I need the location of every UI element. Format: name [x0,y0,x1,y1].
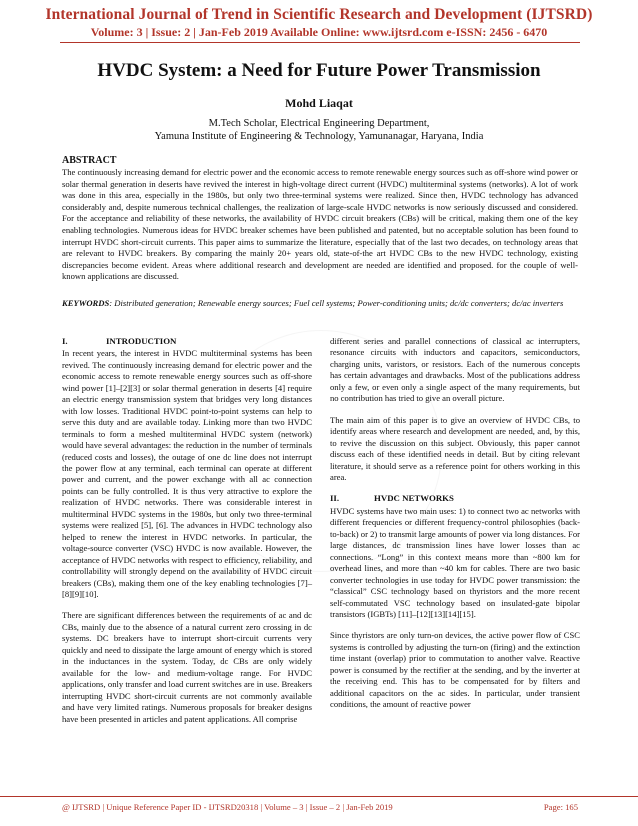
section-number: I. [62,336,68,346]
section-number: II. [330,493,340,504]
abstract-text: The continuously increasing demand for electric power and the economic access to remote renewable energy sources such as off-shore wind power or solar thermal generation in deserts have revived the interest in high-voltage direct current (HVDC) multiterminal systems (networks). A lot of work was done in this area, especially in the 1980s, but only two three-terminal systems were realized. Since then, HVDC technology has advanced considerably and, despite numerous technical challenges, the realization of large-scale HVDC networks is now seriously discussed and considered. For the acceptance and reliability of these networks, the availability of HVDC circuit breakers (CBs) will be critical, making them one of the key enabling technologies. Numerous ideas for HVDC breaker schemes have been published and patented, but no acceptable solution has been found to interrupt HVDC short-circuit currents. This paper aims to summarize the literature, especially that of the last two decades, on technology areas that are relevant to HVDC breakers. By comparing the mainly 20+ years old, state-of-the art HVDC CBs to the new HVDC technology, existing discrepancies become evident. Areas where additional research and development are needed are identified and proposed. for the couple of well-known applications are discussed. [62,167,578,282]
section-heading-introduction [62,336,312,347]
left-column [62,336,312,735]
paragraph: HVDC systems have two main uses: 1) to connect two ac networks with different frequencies or different frequency-control philosophies (back-to-back) or 2) to transmit large amounts of power via long distances. For large distances, dc transmission lines have lower losses than ac connections. “Long” in this context means more than ~800 km for overhead lines, and more than ~40 km for cables. There are two basic converter technologies in use today for HVDC power transmission: the “classical” CSC technology based on thyristors and the more recent self-commutated VSC technology based on insulated-gate bipolar transistors (IGBTs) [11]–[12][13][14][15]. [330,505,580,619]
keywords-text: : Distributed generation; Renewable energy sources; Fuel cell systems; Power-conditioning units; dc/dc converters; dc/ac inverters [109,298,564,308]
section-title: HVDC NETWORKS [374,493,454,504]
right-column [330,336,580,721]
affiliation-line-1: M.Tech Scholar, Electrical Engineering Department, [208,118,430,129]
paper-title: HVDC System: a Need for Future Power Transmission [97,60,541,81]
paragraph: The main aim of this paper is to give an overview of HVDC CBs, to identify areas where research and development are needed, and, by this, to revive the discussion on this subject. Obviously, this paper cannot discuss each of these identified needs in detail. But by citing relevant literature, it should serve as a reference point for others working in this area. [330,414,580,482]
journal-title: International Journal of Trend in Scientific Research and Development (IJTSRD) [45,6,593,23]
page-footer [62,802,578,813]
affiliation [0,117,638,143]
section-heading-hvdc-networks [330,493,580,504]
keywords [62,298,578,310]
footer-rule [0,796,638,797]
footer-text: @ IJTSRD | Unique Reference Paper ID - IJTSRD20318 | Volume – 3 | Issue – 2 | Jan-Feb 2019 [62,802,393,812]
header-rule [60,42,580,43]
paragraph: There are significant differences between the requirements of ac and dc CBs, mainly due to the absence of a natural current zero crossing in dc systems. DC breakers have to interrupt short-circuit currents very quickly and need to dissipate the large amount of energy which is stored in the inductances in the system. Today, dc CBs are only widely available for the low- and medium-voltage range. For HVDC applications, only transfer and load current switches are in use. Breakers interrupting HVDC short-circuit currents are not commonly available and have very limited ratings. Numerous proposals for breaker designs have been presented in articles and patent applications. All comprise [62,610,312,724]
paragraph: Since thyristors are only turn-on devices, the active power flow of CSC systems is controlled by adjusting the turn-on (firing) and the extinction time instant (overlap) prior to commutation to another valve. Reactive power is consumed by the rectifier at the sending, and by the inverter at the receiving end. This has to be compensated for by filters and additional capacitors on the ac sides. In particular, under transient conditions, the amount of reactive power [330,630,580,710]
paragraph: different series and parallel connections of classical ac interrupters, resonance circuits with inductors and capacitors, semiconductors, charging units, varistors, or resistors. Each of the numerous concepts has certain advantages and drawbacks. Most of the publications address only a few, or even only a single aspect of the many requirements, but no contribution has tried to give an overall picture. [330,336,580,404]
page-number: Page: 165 [543,802,578,812]
paragraph: In recent years, the interest in HVDC multiterminal systems has been revived. The continuously increasing demand for electric power and the economic access to remote renewable energy sources such as off-shore wind power [1]–[2][3] or solar thermal generation in deserts [4] require an electric energy transmission system that bridges very long distances with low losses. Traditional HVDC point-to-point systems can help to serve this duty and are available today. Linking more than two HVDC terminals to form a meshed multiterminal HVDC system (network) would have several advantages: the reduction in the number of terminals (reduced costs and losses), the outage of one dc line does not interrupt the power flow at any terminal, each terminal can operate at different power and current, and the power exchange with all ac connection points can be fully controlled. It is thus very attractive to explore the realization of HVDC networks. There was considerable interest in multiterminal HVDC systems in the 1980s, but only two three-terminal systems were realized [5], [6]. The advances in HVDC technology also helped to renew the interest in HVDC networks. In particular, the voltage-source converter (VSC) HVDC is now available. However, the acceptance of HVDC networks with respect to efficiency, reliability, and controllability will strongly depend on the availability of HVDC circuit breakers (CBs), making them one of the key enabling technologies [7]–[8][9][10]. [62,348,312,599]
author-name: Mohd Liaqat [285,96,353,110]
keywords-label: KEYWORDS [62,298,110,308]
volume-line: Volume: 3 | Issue: 2 | Jan-Feb 2019 Available Online: www.ijtsrd.com e-ISSN: 2456 - 6470 [90,25,548,39]
affiliation-line-2: Yamuna Institute of Engineering & Technology, Yamunanagar, Haryana, India [154,131,484,142]
section-title: INTRODUCTION [106,336,177,346]
abstract-heading: ABSTRACT [62,155,117,166]
